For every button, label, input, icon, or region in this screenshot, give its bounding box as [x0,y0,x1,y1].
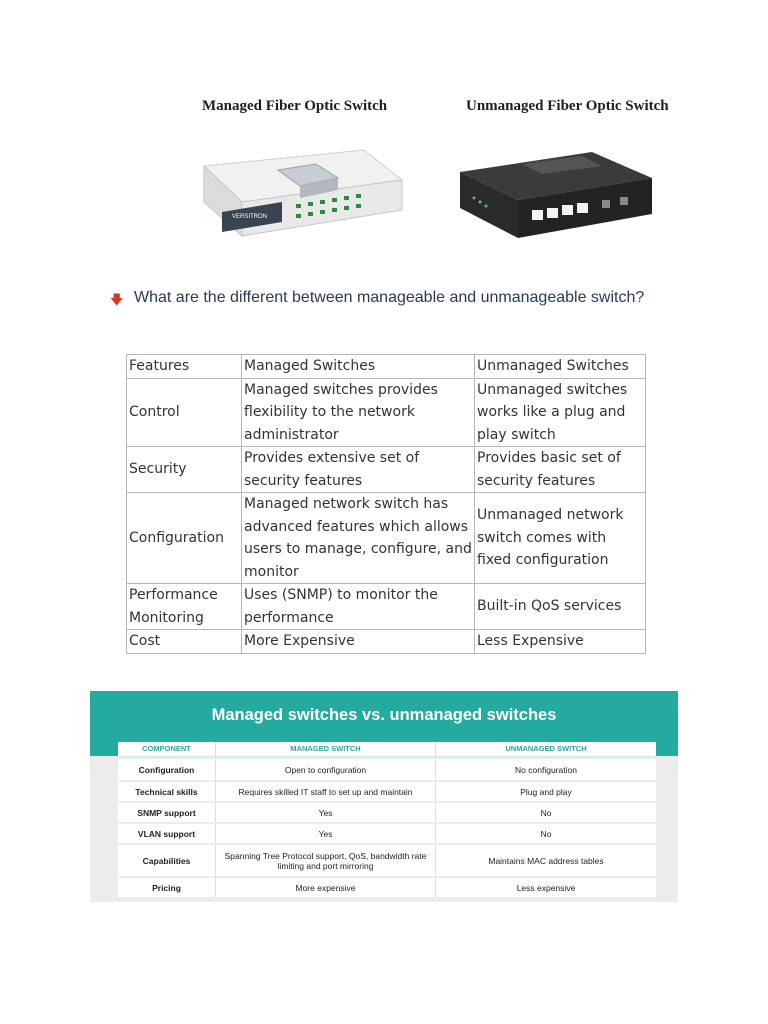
infographic-title: Managed switches vs. unmanaged switches [211,706,557,724]
table-cell: Unmanaged network switch comes with fixed configuration [475,493,646,584]
infographic-header-cell: UNMANAGED SWITCH [436,742,656,757]
table-cell: Less Expensive [475,630,646,654]
infographic-cell: No configuration [436,759,656,780]
table-cell: Built-in QoS services [475,584,646,630]
infographic-row-label: Configuration [118,759,216,780]
infographic-row-label: SNMP support [118,803,216,822]
comparison-table [126,354,646,654]
table-cell: Performance Monitoring [127,584,242,630]
infographic-header-cell: MANAGED SWITCH [216,742,436,757]
table-cell: More Expensive [242,630,475,654]
table-row [127,630,646,654]
infographic-cell: Requires skilled IT staff to set up and maintain [216,782,436,801]
infographic-cell: No [436,803,656,822]
table-row [127,378,646,447]
infographic-row-label: Pricing [118,878,216,897]
question-text: What are the different between manageable and unmanageable switch? [134,289,645,306]
infographic-cell: Spanning Tree Protocol support, QoS, bandwidth rate limiting and port mirroring [216,845,436,876]
table-cell: Configuration [127,493,242,584]
table-header-cell: Managed Switches [242,355,475,379]
table-cell: Unmanaged switches works like a plug and play switch [475,378,646,447]
infographic-cell: Plug and play [436,782,656,801]
infographic-cell: Yes [216,803,436,822]
table-row [127,493,646,584]
table-row [127,447,646,493]
table-header-cell: Unmanaged Switches [475,355,646,379]
table-row [127,584,646,630]
comparison-infographic [90,691,678,902]
arrow-down-bullet-icon: 🡇 [110,292,124,307]
managed-switch-heading: Managed Fiber Optic Switch [202,98,388,114]
infographic-table [118,742,656,897]
infographic-row-label: VLAN support [118,824,216,843]
table-cell: Uses (SNMP) to monitor the performance [242,584,475,630]
table-cell: Provides basic set of security features [475,447,646,493]
infographic-cell: No [436,824,656,843]
infographic-cell: Yes [216,824,436,843]
table-cell: Cost [127,630,242,654]
table-header-row [127,355,646,379]
unmanaged-switch-heading: Unmanaged Fiber Optic Switch [466,98,669,114]
infographic-cell: More expensive [216,878,436,897]
question [110,287,650,313]
table-cell: Security [127,447,242,493]
table-cell: Managed network switch has advanced features which allows users to manage, configure, and monitor [242,493,475,584]
table-header-cell: Features [127,355,242,379]
infographic-cell: Less expensive [436,878,656,897]
infographic-cell: Open to configuration [216,759,436,780]
infographic-cell: Maintains MAC address tables [436,845,656,876]
infographic-row-label: Technical skills [118,782,216,801]
managed-switch-image [196,138,406,243]
table-cell: Provides extensive set of security features [242,447,475,493]
unmanaged-switch-image [452,138,657,250]
table-cell: Managed switches provides flexibility to the network administrator [242,378,475,447]
infographic-header-cell: COMPONENT [118,742,216,757]
managed-switch-brand: VERSITRON [232,214,268,220]
table-cell: Control [127,378,242,447]
infographic-row-label: Capabilities [118,845,216,876]
